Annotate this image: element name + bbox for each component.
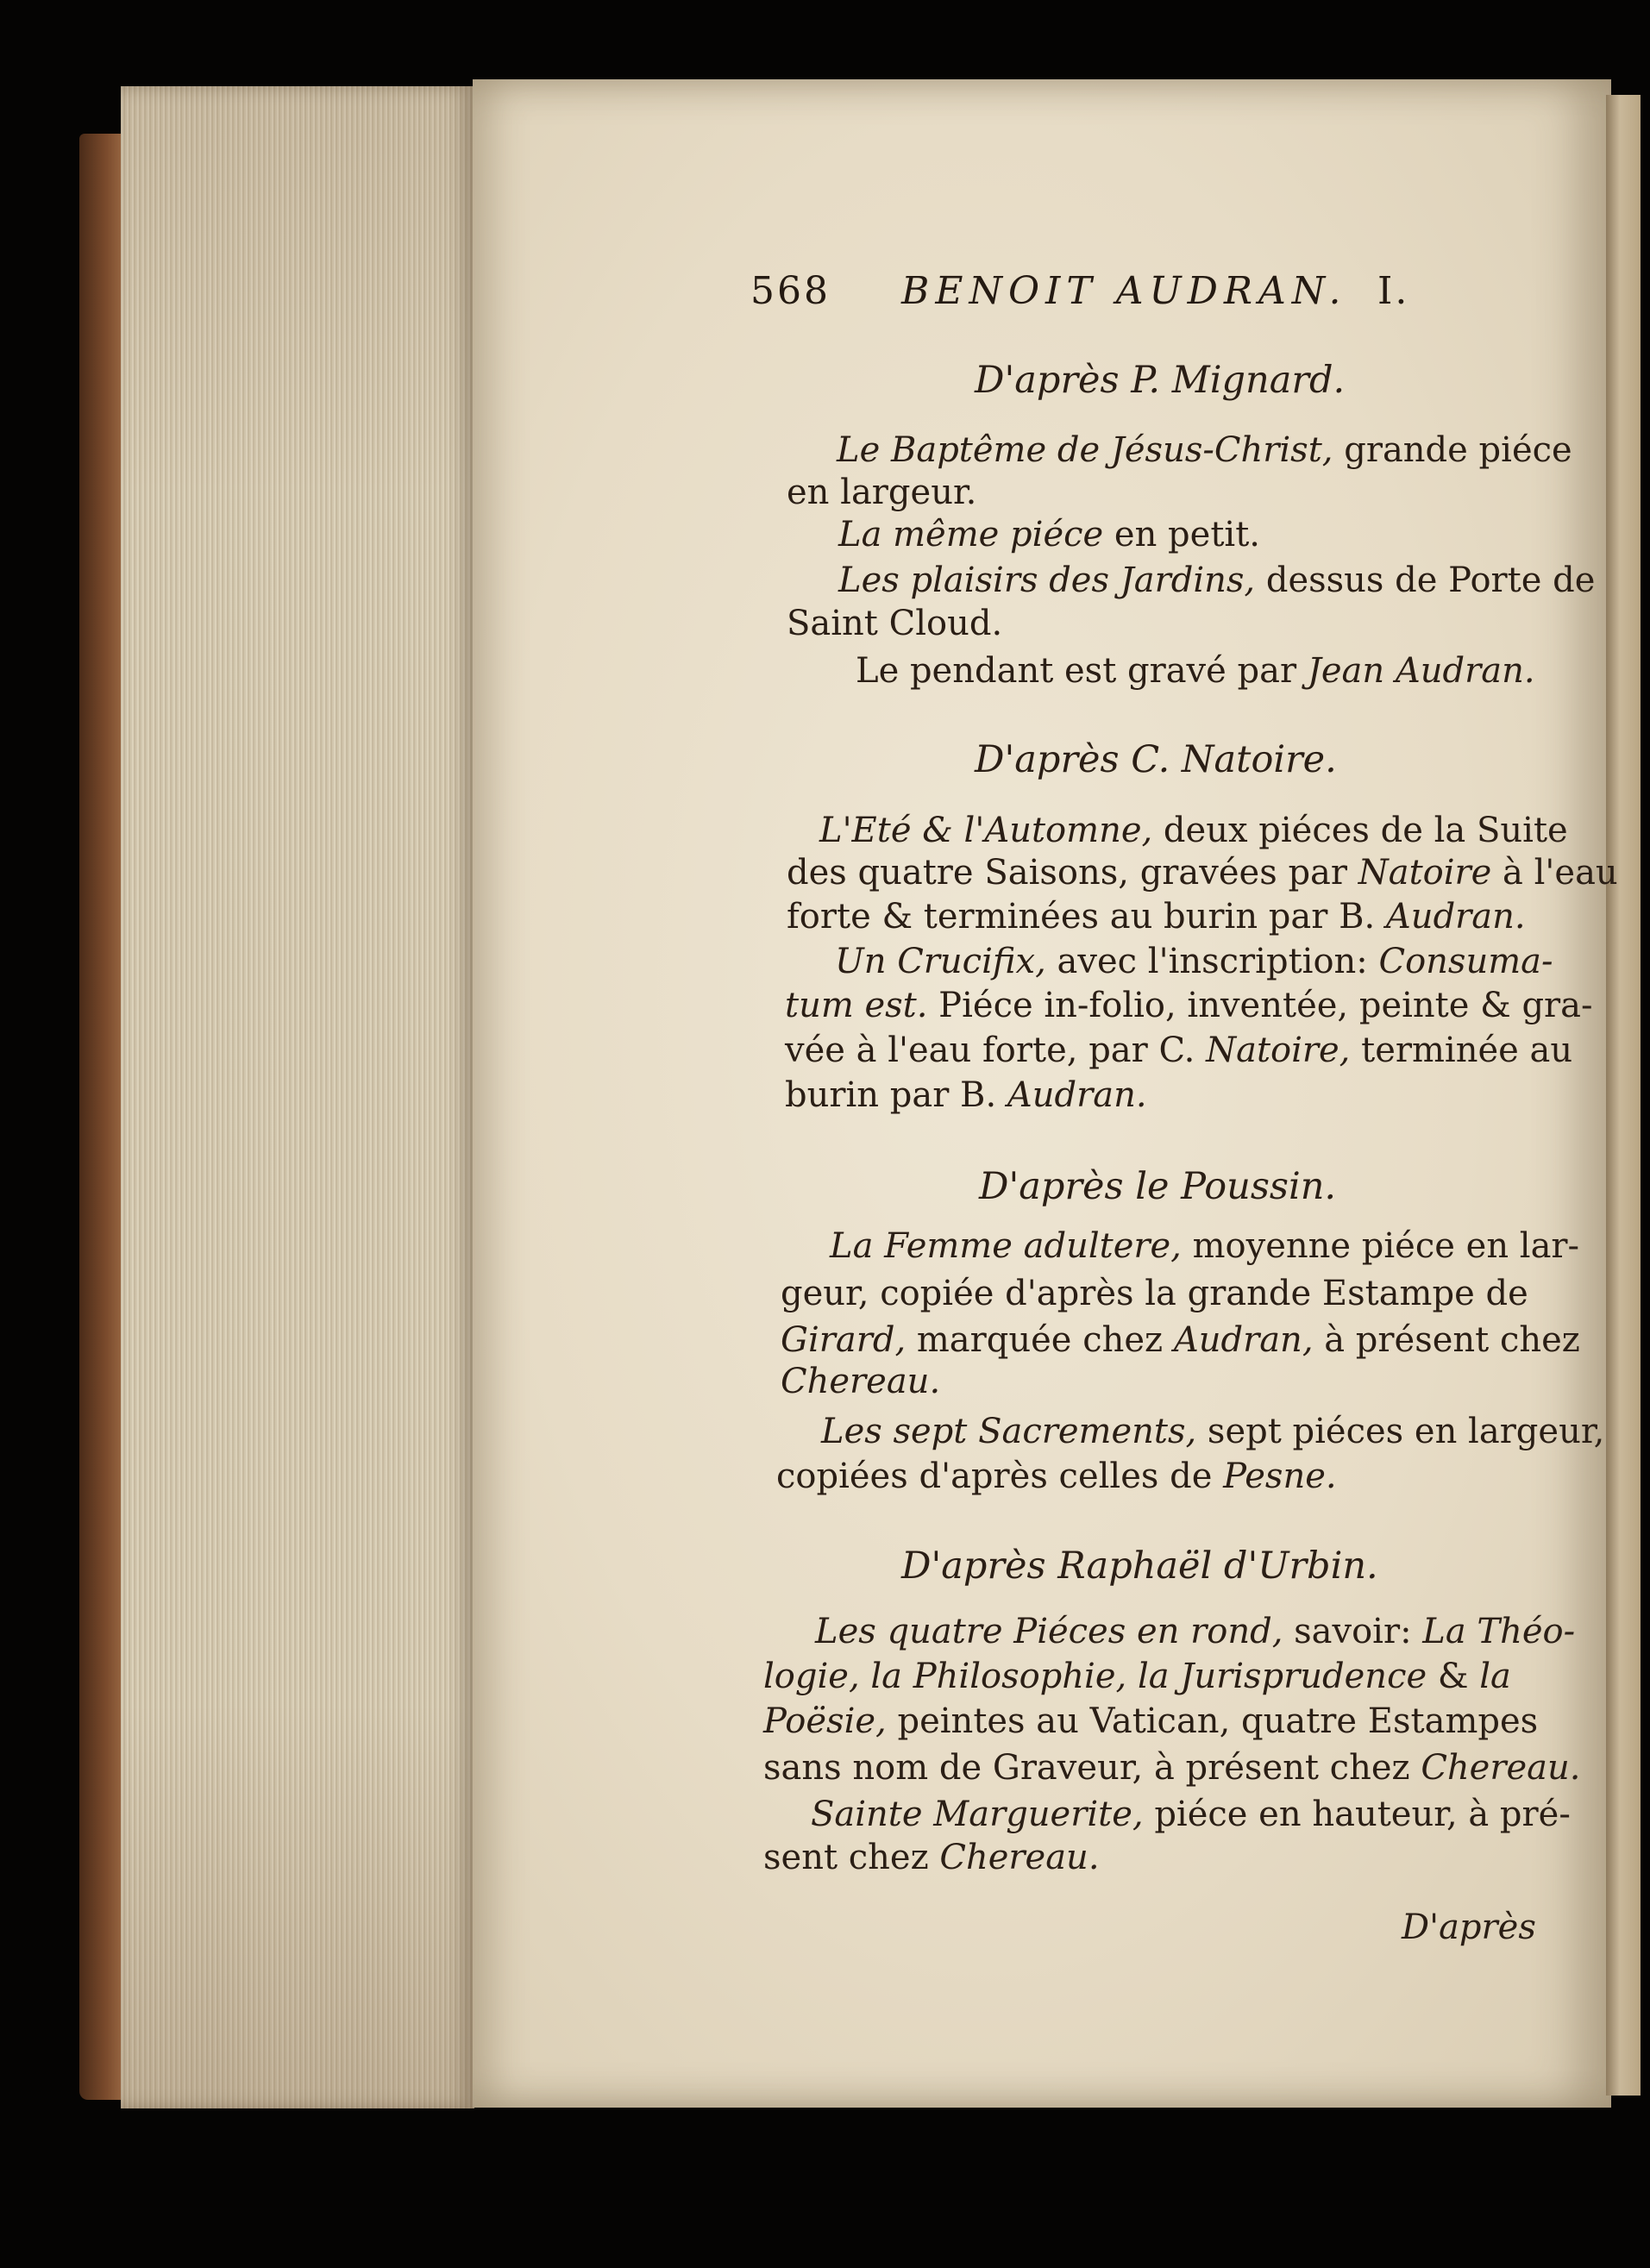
entry-line: Sainte Marguerite, piéce en hauteur, à pré-: [811, 1795, 1571, 1834]
section-heading: D'après P. Mignard.: [975, 359, 1346, 402]
entry-line: logie, la Philosophie, la Jurisprudence & la: [763, 1657, 1511, 1696]
entry-line: Girard, marquée chez Audran, à présent chez: [781, 1320, 1580, 1360]
section-heading: D'après C. Natoire.: [975, 738, 1337, 781]
facing-page-edge: [1606, 95, 1641, 2096]
page-number: 568: [750, 269, 831, 313]
entry-line: des quatre Saisons, gravées par Natoire à l'eau: [787, 853, 1618, 893]
entry-line: Les quatre Piéces en rond, savoir: La Théo-: [815, 1612, 1576, 1651]
entry-line: Le Baptême de Jésus-Christ, grande piéce: [837, 430, 1572, 470]
entry-line: Les sept Sacrements, sept piéces en largeur,: [821, 1412, 1605, 1451]
entry-line: en largeur.: [787, 473, 977, 512]
running-header: [750, 269, 1527, 329]
entry-line: Les plaisirs des Jardins, dessus de Porte de: [838, 561, 1596, 600]
entry-line: sans nom de Graveur, à présent chez Chereau.: [763, 1748, 1581, 1788]
entry-line: Le pendant est gravé par Jean Audran.: [856, 651, 1535, 691]
running-title: BENOIT AUDRAN.: [901, 269, 1347, 313]
entry-line: vée à l'eau forte, par C. Natoire, terminée au: [785, 1031, 1573, 1070]
entry-line: forte & terminées au burin par B. Audran.: [787, 897, 1526, 937]
entry-line: sent chez Chereau.: [763, 1838, 1100, 1877]
section-heading: D'après Raphaël d'Urbin.: [901, 1544, 1378, 1588]
entry-line: Saint Cloud.: [787, 604, 1003, 643]
entry-line: La même piéce en petit.: [838, 515, 1260, 554]
entry-line: copiées d'après celles de Pesne.: [776, 1457, 1337, 1496]
catchword: D'après: [1402, 1908, 1536, 1947]
volume-number: I.: [1377, 269, 1410, 313]
entry-line: Chereau.: [781, 1362, 941, 1401]
entry-line: burin par B. Audran.: [785, 1075, 1147, 1115]
entry-line: Un Crucifix, avec l'inscription: Consuma-: [835, 942, 1553, 981]
entry-line: geur, copiée d'après la grande Estampe de: [781, 1274, 1528, 1313]
entry-line: Poësie, peintes au Vatican, quatre Estampes: [763, 1701, 1539, 1741]
entry-line: L'Eté & l'Automne, deux piéces de la Suite: [819, 811, 1568, 850]
entry-line: La Femme adultere, moyenne piéce en lar-: [830, 1226, 1580, 1266]
entry-line: tum est. Piéce in-folio, inventée, peinte & gra-: [785, 986, 1593, 1025]
section-heading: D'après le Poussin.: [979, 1165, 1337, 1208]
